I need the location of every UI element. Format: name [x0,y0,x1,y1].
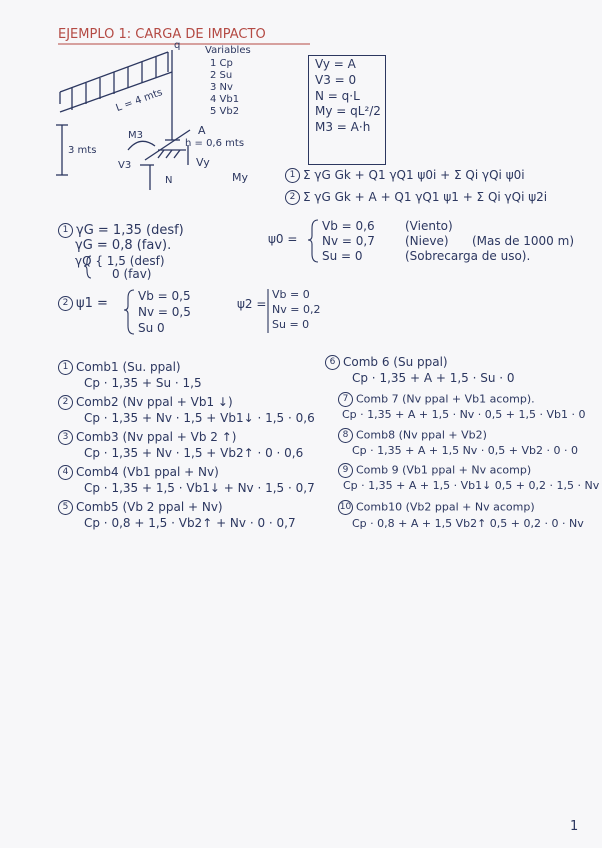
result-line: Vy = A [315,57,356,71]
combo-formula: Cp · 1,35 + A + 1,5 Nv · 0,5 + Vb2 · 0 · 0 [352,444,578,457]
variable-item: 3 Nv [210,82,233,93]
gamma-line: 1 γG = 1,35 (desf) [58,223,184,239]
psi1-value: Su 0 [138,321,165,335]
point-label: A [198,124,206,137]
psi1-value: Nv = 0,5 [138,305,191,319]
combo-head: 5 Comb5 (Vb 2 ppal + Nv) [58,500,223,515]
page-title: EJEMPLO 1: CARGA DE IMPACTO [58,27,266,42]
psi1-label: 2 ψ1 = [58,296,108,312]
combo-head: 1 Comb1 (Su. ppal) [58,360,181,375]
psi0-note: (Nieve) [405,234,449,248]
psi2-label: ψ2 = [237,297,267,311]
combo-formula: Cp · 1,35 + A + 1,5 · Su · 0 [352,371,515,385]
page-number: 1 [570,819,579,834]
combo-head: 7 Comb 7 (Nv ppal + Vb1 acomp). [338,392,535,407]
combo-head: 2 Comb2 (Nv ppal + Vb1 ↓) [58,395,233,410]
result-line: N = q·L [315,88,360,103]
result-line: My = qL²/2 [315,104,381,119]
variable-item: 5 Vb2 [210,106,240,117]
v3-label: V3 [118,160,132,171]
psi0-label: ψ0 = [268,232,298,246]
psi2-value: Vb = 0 [272,288,310,301]
psi2-value: Su = 0 [272,318,310,331]
combo-formula: Cp · 1,35 + Nv · 1,5 + Vb2↑ · 0 · 0,6 [84,446,304,460]
gamma-line: γG = 0,8 (fav). [75,238,172,253]
result-line: M3 = A·h [315,120,371,135]
n-label: N [165,175,173,186]
variable-item: 2 Su [210,70,233,81]
variable-item: 4 Vb1 [210,94,240,105]
height-label: 3 mts [68,145,97,156]
variable-item: 1 Cp [210,58,233,69]
result-line: V3 = 0 [315,72,357,87]
variables-heading: Variables [205,45,251,56]
combo-head: 4 Comb4 (Vb1 ppal + Nv) [58,465,219,480]
combo-formula: Cp · 1,35 + A + 1,5 · Vb1↓ 0,5 + 0,2 · 1,5 · Nv [343,479,600,492]
combo-formula: Cp · 1,35 + Su · 1,5 [84,376,202,390]
combo-head: 8 Comb8 (Nv ppal + Vb2) [338,428,487,443]
length-label: L = 4 mts [114,87,165,115]
combo-head: 9 Comb 9 (Vb1 ppal + Nv acomp) [338,463,531,478]
combo-head: 6 Comb 6 (Su ppal) [325,355,448,370]
combo-formula: Cp · 1,35 + Nv · 1,5 + Vb1↓ · 1,5 · 0,6 [84,411,315,425]
my-label: My [232,171,249,184]
psi0-value: Su = 0 [322,249,363,263]
combo-head: 3 Comb3 (Nv ppal + Vb 2 ↑) [58,430,236,445]
offset-label: h = 0,6 mts [185,138,245,149]
psi0-value: Vb = 0,6 [322,219,375,233]
combo-head: 10 Comb10 (Vb2 ppal + Nv acomp) [339,500,535,514]
gamma-line: 0 (fav) [112,267,152,281]
moment-label: M3 [128,130,143,141]
vy-label: Vy [196,156,210,169]
combo-formula: Cp · 0,8 + A + 1,5 Vb2↑ 0,5 + 0,2 · 0 · Nv [352,517,584,530]
load-label: q [174,40,181,51]
combo-formula: Cp · 1,35 + 1,5 · Vb1↓ + Nv · 1,5 · 0,7 [84,481,315,495]
combo-formula: Cp · 1,35 + A + 1,5 · Nv · 0,5 + 1,5 · Vb1 · 0 [342,408,586,421]
psi1-value: Vb = 0,5 [138,289,191,303]
psi0-note: (Viento) [405,219,453,233]
gamma-line: γQ { 1,5 (desf) [75,254,165,268]
psi0-note: (Sobrecarga de uso). [405,249,531,263]
psi2-value: Nv = 0,2 [272,303,321,316]
psi0-value: Nv = 0,7 [322,234,375,248]
combination-formula-2: 2 Σ γG Gk + A + Q1 γQ1 ψ1 + Σ Qi γQi ψ2i [285,190,547,205]
combination-formula-1: 1 Σ γG Gk + Q1 γQ1 ψ0i + Σ Qi γQi ψ0i [285,168,525,183]
psi0-extra-note: (Mas de 1000 m) [472,234,574,248]
combo-formula: Cp · 0,8 + 1,5 · Vb2↑ + Nv · 0 · 0,7 [84,516,296,530]
